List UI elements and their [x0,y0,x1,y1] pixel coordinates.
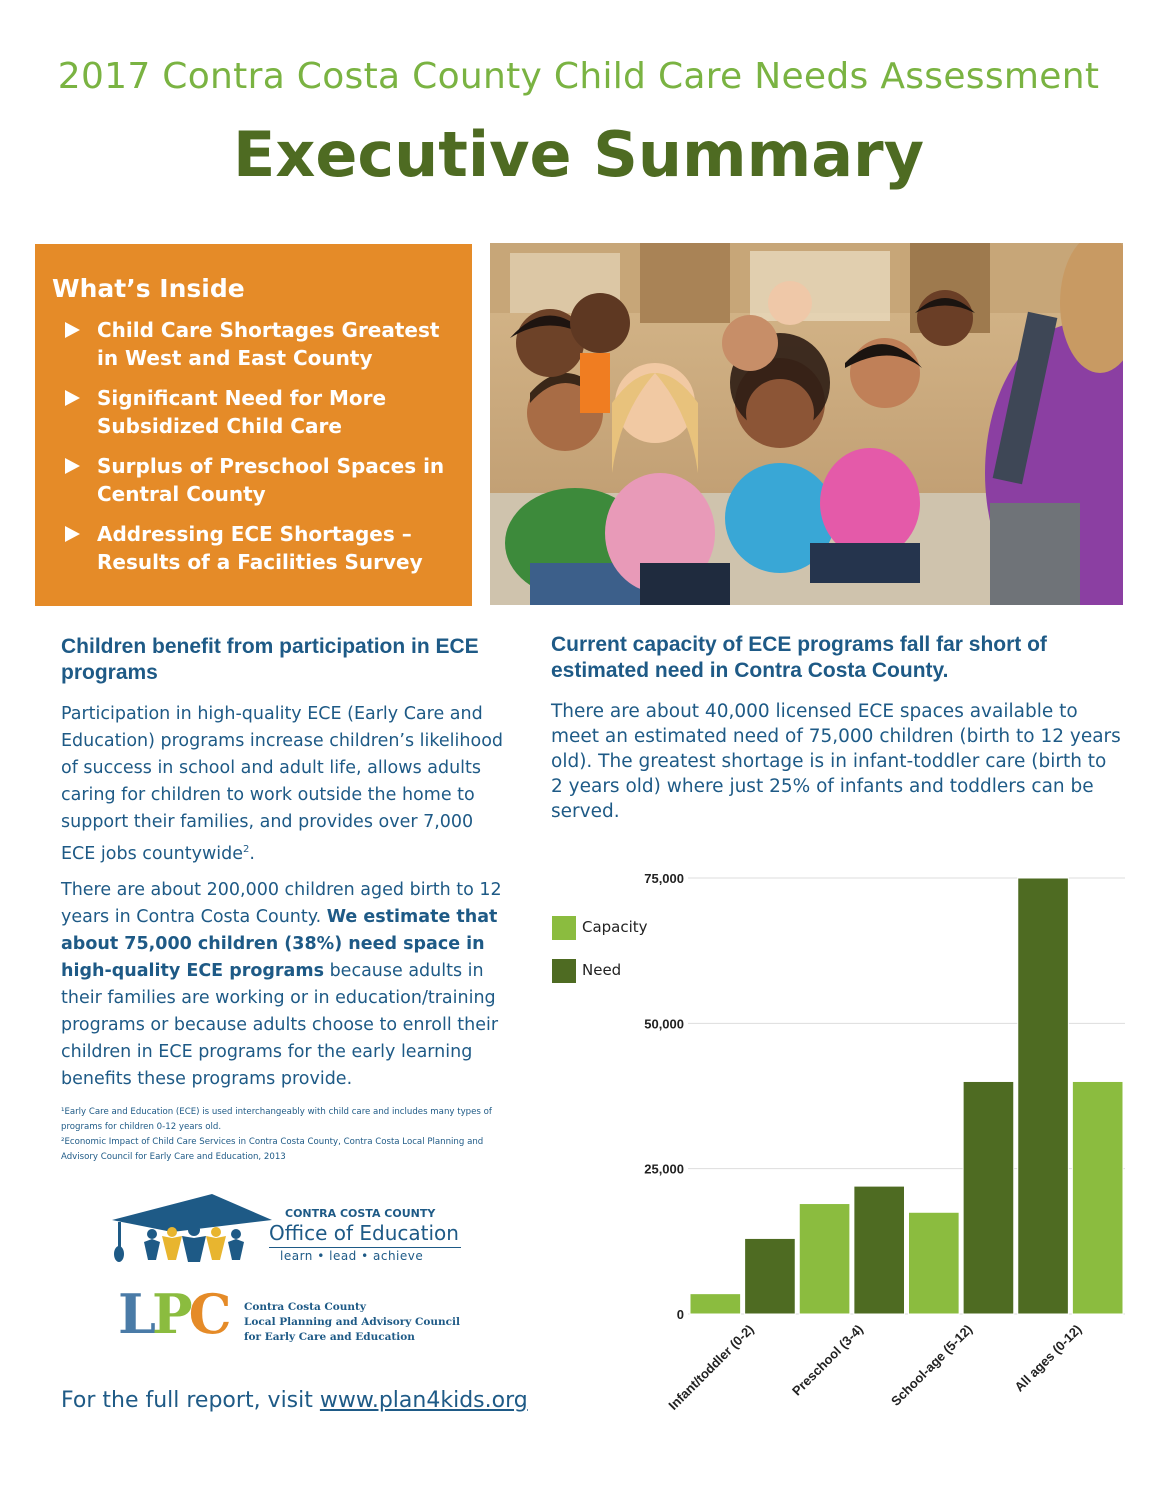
left-paragraph-1: Participation in high-quality ECE (Early Care and Education) programs increase children’s likelihood of success in school and adult life, allows adults caring for children to work outside the home to support their families, and provides over 7,000 ECE jobs countywide$^2$. [61,704,504,864]
left-heading: Children benefit from participation in ECE programs [61,635,479,684]
bar-capacity [1072,1081,1123,1314]
x-tick-label: Preschool (3-4) [788,1321,866,1399]
full-report-line: For the full report, visit www.plan4kids.org [61,1388,528,1413]
footnote-2: ²Economic Impact of Child Care Services in Contra Costa County, Contra Costa Local Planning and Advisory Council for Early Care and Education, 2013 [61,1137,484,1162]
bar-capacity [909,1212,960,1314]
legend-label-capacity: Capacity [582,918,648,936]
y-tick-label: 0 [676,1307,684,1322]
classroom-children-photo [490,243,1123,605]
x-tick-label: Infant/toddler (0-2) [665,1321,757,1413]
inside-item: Significant Need for More Subsidized Child Care [65,384,455,440]
whats-inside-panel [35,244,472,606]
graduation-cap-people-icon [112,1192,272,1267]
legend-swatch-need [552,959,576,983]
lpc-mark: LPC [118,1282,228,1346]
legend-swatch-capacity [552,916,576,940]
super-title: 2017 Contra Costa County Child Care Needs Assessment [57,56,1100,97]
bar-need [963,1081,1014,1314]
inside-item: Surplus of Preschool Spaces in Central County [65,452,455,508]
x-tick-label: All ages (0-12) [1011,1321,1085,1395]
triangle-bullet-icon [65,322,80,338]
coe-logo [112,1192,472,1267]
chart-canvas [520,850,1140,1450]
photo-illustration [490,243,1123,605]
footnote-1: ¹Early Care and Education (ECE) is used interchangeably with child care and includes many types of programs for children 0-12 years old. [61,1107,492,1132]
coe-tagline: learn • lead • achieve [280,1249,424,1263]
legend-label-need: Need [582,961,622,979]
lpc-logo [118,1282,478,1350]
footnote-ref: 2 [243,844,250,855]
triangle-bullet-icon [65,390,80,406]
x-tick-label: School-age (5-12) [888,1321,976,1409]
coe-county-label: CONTRA COSTA COUNTY [285,1207,436,1220]
bar-need [745,1238,796,1314]
capacity-need-chart [520,850,1140,1450]
lpc-text: Contra Costa County Local Planning and Advisory Council for Early Care and Education [244,1301,461,1343]
page-title: Executive Summary [232,118,925,191]
bar-need [1018,878,1069,1314]
left-paragraph-2: There are about 200,000 children aged birth to 12 years in Contra Costa County. We estimate that about 75,000 children (38%) need space in high-quality ECE programs because adults in their families are working or in education/training programs or because adults choose to enroll their children in ECE programs for the early learning benefits these programs provide. [61,880,502,1089]
y-tick-label: 25,000 [644,1161,684,1177]
y-tick-label: 50,000 [644,1016,684,1032]
inside-item: Addressing ECE Shortages – Results of a Facilities Survey [65,520,455,576]
triangle-bullet-icon [65,526,80,542]
bar-need [854,1186,905,1314]
inside-item: Child Care Shortages Greatest in West and East County [65,316,455,372]
coe-office-label: Office of Education [269,1221,461,1248]
y-tick-label: 75,000 [644,871,684,886]
whats-inside-title: What’s Inside [52,274,245,303]
plan4kids-link[interactable]: www.plan4kids.org [319,1388,528,1413]
triangle-bullet-icon [65,458,80,474]
bar-capacity [799,1204,850,1314]
right-paragraph: There are about 40,000 licensed ECE spaces available to meet an estimated need of 75,000 children (birth to 12 years old). The greatest shortage is in infant-toddler care (birth to 2 years old) where just 25% of infants and toddlers can be served. [551,701,1121,822]
right-heading: Current capacity of ECE programs fall far short of estimated need in Contra Costa County. [551,633,1047,682]
bold-estimate: We estimate that about 75,000 children (38%) need space in high-quality ECE programs [61,907,498,981]
bar-capacity [690,1294,741,1314]
